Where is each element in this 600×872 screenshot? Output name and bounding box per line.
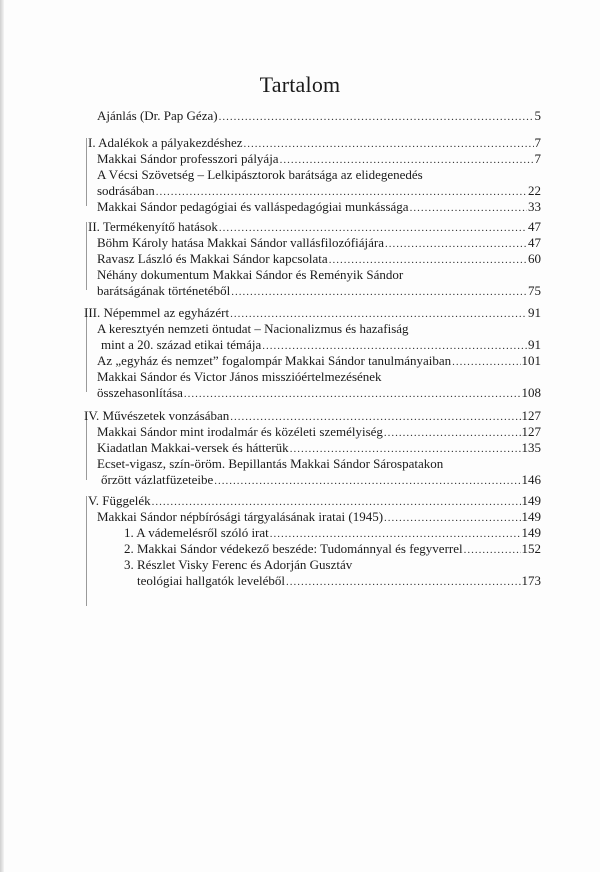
- toc-entry-page: 22: [528, 183, 541, 198]
- toc-entry-title: Böhm Károly hatása Makkai Sándor vallásfilozófiájára: [97, 235, 384, 250]
- toc-entry-title: Ravasz László és Makkai Sándor kapcsolata: [97, 251, 328, 266]
- dot-leader: [385, 236, 527, 252]
- toc-entry[interactable]: [97, 456, 541, 472]
- toc-entry-title: Az „egyház és nemzet” fogalompár Makkai Sándor tanulmányaiban: [97, 353, 452, 368]
- toc-entry[interactable]: [97, 424, 541, 441]
- toc-entry-page: 91: [528, 305, 541, 320]
- toc-entry-title: Makkai Sándor pedagógiai és valláspedagógiai munkássága: [97, 199, 409, 214]
- dot-leader: [156, 184, 527, 200]
- toc-subentry[interactable]: [124, 557, 541, 573]
- toc-entry-page: 5: [534, 108, 541, 123]
- toc-entry-page: 7: [534, 135, 541, 150]
- toc-chapter-title: III. Népemmel az egyházért: [84, 305, 230, 320]
- toc-entry-page: 7: [534, 151, 541, 166]
- toc-entry-title: 3. Részlet Visky Ferenc és Adorján Gusztáv: [124, 557, 353, 572]
- toc-entry-page: 127: [521, 408, 541, 423]
- toc-chapter[interactable]: [88, 493, 541, 510]
- toc-entry-page: 108: [521, 385, 541, 400]
- toc-entry-title: összehasonlítása: [97, 385, 183, 400]
- toc-entry[interactable]: [97, 251, 541, 268]
- dot-leader: [230, 409, 520, 425]
- toc-entry-title: 2. Makkai Sándor védekező beszéde: Tudománnyal és fegyverrel: [124, 541, 463, 556]
- toc-entry-title: A Vécsi Szövetség – Lelkipásztorok barátsága az elidegenedés: [97, 167, 423, 182]
- toc-entry-title: őrzött vázlatfüzeteibe: [101, 472, 214, 487]
- toc-entry[interactable]: [97, 509, 541, 526]
- toc-entry-page: 149: [521, 509, 541, 524]
- toc-chapter-title: II. Termékenyítő hatások: [88, 219, 218, 234]
- dot-leader: [184, 386, 521, 402]
- toc-entry-page: 101: [521, 353, 541, 368]
- toc-entry-continuation[interactable]: [101, 337, 541, 354]
- toc-entry-title: Makkai Sándor és Victor János misszióértelmezésének: [97, 369, 382, 384]
- toc-entry[interactable]: [97, 440, 541, 457]
- dot-leader: [329, 252, 527, 268]
- toc-chapter[interactable]: [88, 135, 541, 152]
- toc-entry[interactable]: [97, 353, 541, 370]
- toc-entry-page: 60: [528, 251, 541, 266]
- toc-entry-title: Ajánlás (Dr. Pap Géza): [97, 108, 218, 123]
- toc-entry-title: Makkai Sándor professzori pályája: [97, 151, 279, 166]
- dot-leader: [219, 220, 527, 236]
- toc-entry-page: 127: [521, 424, 541, 439]
- dot-leader: [384, 425, 521, 441]
- dot-leader: [214, 473, 520, 489]
- toc-chapter-title: V. Függelék: [88, 493, 151, 508]
- toc-entry-title: Ecset-vigasz, szín-öröm. Bepillantás Makkai Sándor Sárospatakon: [97, 456, 444, 471]
- toc-entry[interactable]: [97, 167, 541, 183]
- toc-entry-page: 152: [521, 541, 541, 556]
- toc-chapter-title: I. Adalékok a pályakezdéshez: [88, 135, 243, 150]
- page-title: Tartalom: [259, 72, 341, 97]
- dot-leader: [290, 441, 521, 457]
- toc-entry-page: 47: [528, 235, 541, 250]
- toc-entry-title: sodrásában: [97, 183, 155, 198]
- toc-entry[interactable]: [97, 369, 541, 385]
- dot-leader: [452, 354, 520, 370]
- toc-entry-title: Makkai Sándor mint irodalmár és közéleti személyiség: [97, 424, 383, 439]
- toc-entry-title: barátságának történetéből: [97, 283, 231, 298]
- toc-chapter-title: IV. Művészetek vonzásában: [84, 408, 230, 423]
- dot-leader: [231, 284, 527, 300]
- dot-leader: [384, 510, 520, 526]
- toc-entry-page: 91: [528, 337, 541, 352]
- toc-entry-page: 173: [521, 573, 541, 588]
- dot-leader: [286, 574, 520, 590]
- toc-entry-title: 1. A vádemelésről szóló irat: [124, 525, 269, 540]
- toc-entry[interactable]: [97, 235, 541, 252]
- toc-chapter[interactable]: [88, 219, 541, 236]
- toc-chapter[interactable]: [84, 408, 541, 425]
- toc-chapter[interactable]: [84, 305, 541, 322]
- dot-leader: [230, 306, 527, 322]
- toc-entry-title: Néhány dokumentum Makkai Sándor és Reményik Sándor: [97, 267, 404, 282]
- toc-entry-title: teológiai hallgatók leveléből: [137, 573, 286, 588]
- toc-entry-title: A keresztyén nemzeti öntudat – Nacionalizmus és hazafiság: [97, 321, 409, 336]
- toc-entry-page: 75: [528, 283, 541, 298]
- toc-entry-page: 33: [528, 199, 541, 214]
- toc-entry-continuation[interactable]: [97, 283, 541, 300]
- toc-subentry-continuation[interactable]: [137, 573, 541, 590]
- toc-entry-continuation[interactable]: [97, 385, 541, 402]
- toc-entry-title: Kiadatlan Makkai-versek és hátterük: [97, 440, 289, 455]
- toc-entry[interactable]: [97, 321, 541, 337]
- toc-entry[interactable]: [97, 199, 541, 216]
- toc-subentry[interactable]: [124, 541, 541, 558]
- toc-entry-continuation[interactable]: [97, 183, 541, 200]
- dot-leader: [262, 338, 527, 354]
- toc-entry-continuation[interactable]: [101, 472, 541, 489]
- dot-leader: [243, 136, 533, 152]
- dot-leader: [280, 152, 534, 168]
- dot-leader: [464, 542, 521, 558]
- toc-entry-page: 47: [528, 219, 541, 234]
- toc-entry[interactable]: [97, 108, 541, 125]
- dot-leader: [270, 526, 521, 542]
- toc-entry-page: 149: [521, 493, 541, 508]
- toc-entry[interactable]: [97, 151, 541, 168]
- dot-leader: [219, 109, 534, 125]
- dot-leader: [152, 494, 521, 510]
- toc-entry-page: 149: [521, 525, 541, 540]
- toc-entry-page: 146: [521, 472, 541, 487]
- dot-leader: [410, 200, 527, 216]
- toc-entry-title: mint a 20. század etikai témája: [101, 337, 262, 352]
- toc-entry-page: 135: [521, 440, 541, 455]
- toc-entry-title: Makkai Sándor népbírósági tárgyalásának iratai (1945): [97, 509, 384, 524]
- toc-subentry[interactable]: [124, 525, 541, 542]
- toc-entry[interactable]: [97, 267, 541, 283]
